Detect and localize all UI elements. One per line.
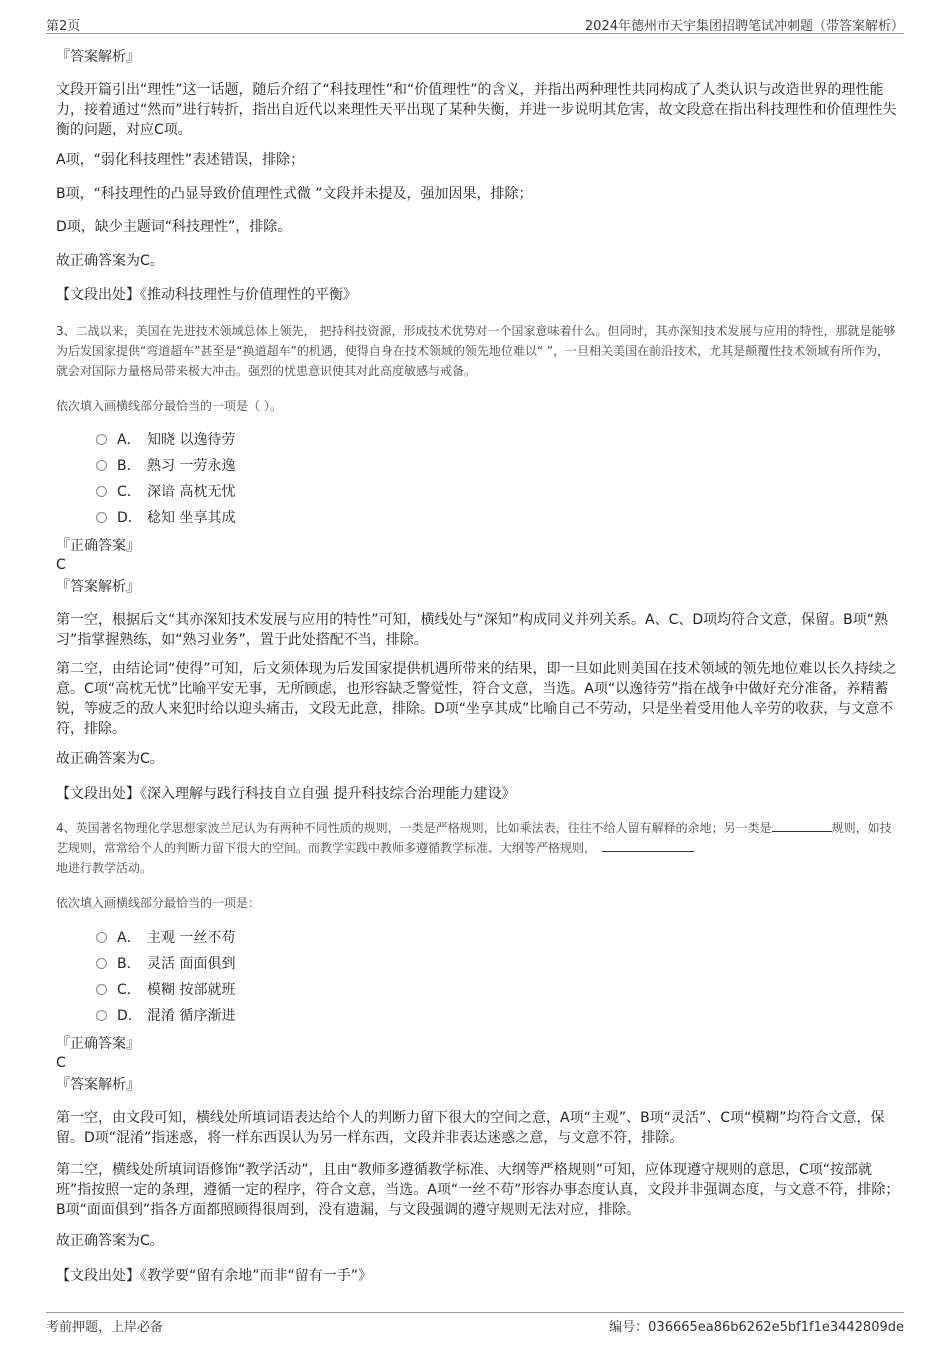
radio-icon[interactable] — [96, 932, 107, 943]
answer-conclusion: 故正确答案为C。 — [56, 1233, 164, 1249]
analysis-label: 『答案解析』 — [56, 49, 140, 65]
document-id: 编号：036665ea86b6262e5bf1f1e3442809de — [609, 1320, 904, 1335]
question-4-stem: 4、英国著名物理化学思想家波兰尼认为有两种不同性质的规则，一类是严格规则，比如乘法表，往往不给人留有解释的余地；另一类是 规则，如技艺规则，常常给个人的判断力留下很大的空间。而教学实践中教师多遵循教学标准、大纲等严格规则， 地进行教学活动。 — [56, 821, 892, 875]
analysis-paragraph-1: 第一空，由文段可知，横线处所填词语表达给个人的判断力留下很大的空间之意，A项“主观”、B项“灵活”、C项“模糊”均符合文意，保留。D项“混淆”指迷惑，将一样东西误认为另一样东西，文段并非表达迷惑之意，与文意不符，排除。 — [56, 1110, 885, 1146]
answer-conclusion: 故正确答案为C。 — [56, 253, 164, 269]
question-4-option-b[interactable]: B． 灵活 面面俱到 — [96, 954, 235, 974]
question-3-option-d[interactable]: D． 稔知 坐享其成 — [96, 508, 235, 528]
analysis-paragraph-1: 第一空，根据后文“其亦深知技术发展与应用的特性”可知，横线处与“深知”构成同义并列关系。A、C、D项均符合文意，保留。B项“熟习”指掌握熟练，如“熟习业务”，置于此处搭配不当，排除。 — [56, 612, 888, 648]
fill-blank-1 — [772, 819, 832, 832]
radio-icon[interactable] — [96, 460, 107, 471]
source-citation: 【文段出处】《教学要“留有余地”而非“留有一手”》 — [56, 1268, 373, 1284]
analysis-option-d: D项，缺少主题词“科技理性”，排除。 — [56, 219, 292, 235]
answer-conclusion: 故正确答案为C。 — [56, 751, 164, 767]
question-3-option-c[interactable]: C． 深谙 高枕无忧 — [96, 482, 235, 502]
page-number: 第2页 — [46, 19, 81, 34]
analysis-option-b: B项，“科技理性的凸显导致价值理性式微 ”文段并未提及，强加因果，排除； — [56, 186, 533, 202]
question-3-prompt: 依次填入画横线部分最恰当的一项是（ ）。 — [56, 399, 282, 413]
question-4-prompt: 依次填入画横线部分最恰当的一项是： — [56, 896, 261, 910]
analysis-label: 『答案解析』 — [56, 1077, 140, 1093]
source-citation: 【文段出处】《深入理解与践行科技自立自强 提升科技综合治理能力建设》 — [56, 786, 516, 802]
radio-icon[interactable] — [96, 984, 107, 995]
radio-icon[interactable] — [96, 486, 107, 497]
question-3-option-b[interactable]: B． 熟习 一劳永逸 — [96, 456, 235, 476]
analysis-label: 『答案解析』 — [56, 579, 140, 595]
analysis-paragraph-2: 第二空，横线处所填词语修饰“教学活动”，且由“教师多遵循教学标准、大纲等严格规则”可知，应体现遵守规则的意思，C项“按部就班”指按照一定的条理，遵循一定的程序，符合文意，当选。A项“一丝不苟”形容办事态度认真，文段并非强调态度，与文意不符，排除；B项“面面俱到”指各方面都照顾得很周到，没有遗漏，与文段强调的遵守规则无法对应，排除。 — [56, 1162, 900, 1218]
analysis-paragraph-2: 第二空，由结论词“使得”可知，后文须体现为后发国家提供机遇所带来的结果，即一旦如此则美国在技术领域的领先地位难以长久持续之意。C项“高枕无忧”比喻平安无事，无所顾虑，也形容缺乏警觉性，符合文意，当选。A项“以逸待劳”指在战争中做好充分准备，养精蓄锐，等疲乏的敌人来犯时给以迎头痛击，文段无此意，排除。D项“坐享其成”比喻自己不劳动，只是坐着受用他人辛劳的收获，与文意不符，排除。 — [56, 661, 897, 737]
analysis-option-a: A项，“弱化科技理性”表述错误，排除； — [56, 152, 305, 168]
footer-slogan: 考前押题，上岸必备 — [46, 1320, 164, 1335]
radio-icon[interactable] — [96, 434, 107, 445]
correct-answer-label: 『正确答案』 — [56, 538, 140, 554]
fill-blank-2 — [602, 839, 694, 852]
correct-answer-label: 『正确答案』 — [56, 1036, 140, 1052]
page-header — [46, 13, 904, 34]
correct-answer-value: C — [56, 1055, 66, 1071]
radio-icon[interactable] — [96, 512, 107, 523]
question-4-option-a[interactable]: A． 主观 一丝不苟 — [96, 928, 235, 948]
question-3-stem: 3、二战以来，美国在先进技术领域总体上领先， 把持科技资源，形成技术优势对一个国家意味着什么。但同时，其亦深知技术发展与应用的特性，那就是能够为后发国家提供“弯道超车”甚至是“换道超车”的机遇，使得自身在技术领域的领先地位难以“ ”，一旦相关美国在前沿技术，尤其是颠覆性技术领域有所作为，就会对国际力量格局带来极大冲击。强烈的忧患意识使其对此高度敏感与戒备。 — [56, 324, 896, 378]
analysis-paragraph: 文段开篇引出“理性”这一话题，随后介绍了“科技理性”和“价值理性”的含义，并指出两种理性共同构成了人类认识与改造世界的理性能力，接着通过“然而”进行转折，指出自近代以来理性天平出现了某种失衡，并进一步说明其危害，故文段意在指出科技理性和价值理性失衡的问题，对应C项。 — [56, 82, 897, 138]
question-3-option-a[interactable]: A． 知晓 以逸待劳 — [96, 430, 235, 450]
correct-answer-value: C — [56, 557, 66, 573]
radio-icon[interactable] — [96, 1010, 107, 1021]
source-citation: 【文段出处】《推动科技理性与价值理性的平衡》 — [56, 287, 357, 303]
radio-icon[interactable] — [96, 958, 107, 969]
page-footer — [46, 1312, 904, 1333]
question-4-option-d[interactable]: D． 混淆 循序渐进 — [96, 1006, 235, 1026]
question-4-option-c[interactable]: C． 模糊 按部就班 — [96, 980, 235, 1000]
document-title: 2024年德州市天宇集团招聘笔试冲刺题（带答案解析） — [584, 19, 904, 34]
